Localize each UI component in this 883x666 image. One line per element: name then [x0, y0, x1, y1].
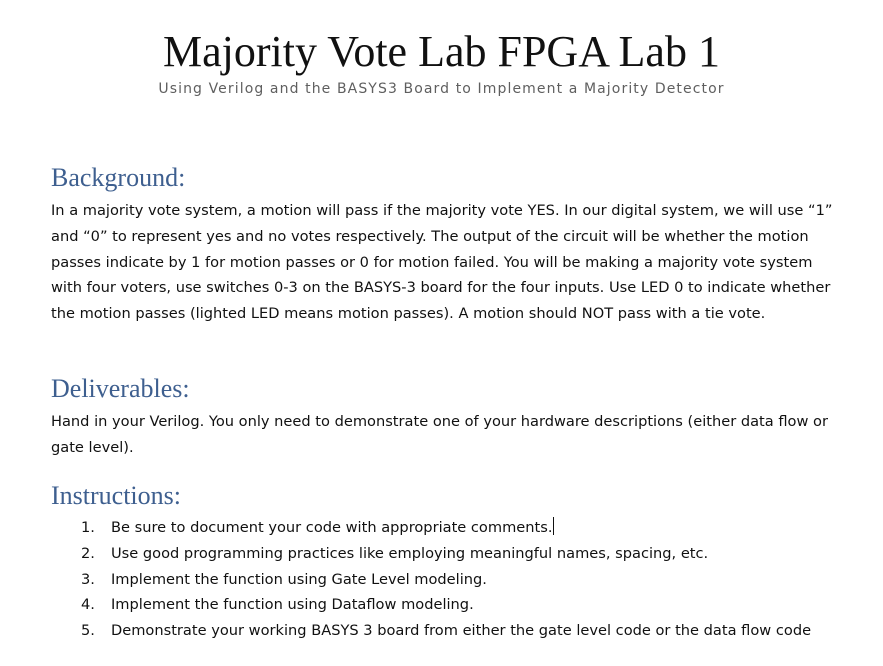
heading-deliverables: Deliverables: [51, 374, 190, 403]
list-item-number: 3. [81, 570, 95, 588]
list-item-text[interactable]: Be sure to document your code with appropriate comments. [111, 519, 553, 536]
deliverables-paragraph: Hand in your Verilog. You only need to demonstrate one of your hardware descriptions (either data flow or gate level). [51, 413, 828, 456]
instructions-list [51, 515, 851, 644]
background-paragraph: In a majority vote system, a motion will pass if the majority vote YES. In our digital system, we will use “1” and “0” to represent yes and no votes respectively. The output of the circuit will be whether the motion passes indicate by 1 for motion passes or 0 for motion failed. You will be making a majority vote system with four voters, use switches 0-3 on the BASYS-3 board for the four inputs. Use LED 0 to indicate whether the motion passes (lighted LED means motion passes). A motion should NOT pass with a tie vote. [51, 202, 833, 323]
list-item [51, 592, 851, 618]
list-item [51, 541, 851, 567]
list-item-number: 1. [81, 519, 95, 536]
text-cursor [553, 517, 554, 535]
list-item-text[interactable]: Use good programming practices like employing meaningful names, spacing, etc. [111, 544, 709, 562]
heading-background: Background: [51, 163, 186, 192]
list-item-text[interactable]: Implement the function using Gate Level modeling. [111, 570, 487, 588]
list-item-number: 4. [81, 596, 95, 614]
document-subtitle: Using Verilog and the BASYS3 Board to Implement a Majority Detector [158, 81, 725, 97]
list-item [51, 515, 851, 541]
document-title: Majority Vote Lab FPGA Lab 1 [163, 27, 720, 76]
heading-instructions: Instructions: [51, 481, 181, 510]
list-item-text[interactable]: Demonstrate your working BASYS 3 board from either the gate level code or the data flow code [111, 622, 812, 640]
list-item-number: 2. [81, 544, 95, 562]
list-item [51, 567, 851, 593]
list-item-number: 5. [81, 622, 95, 640]
list-item-text[interactable]: Implement the function using Dataflow modeling. [111, 596, 474, 614]
list-item [51, 618, 851, 644]
